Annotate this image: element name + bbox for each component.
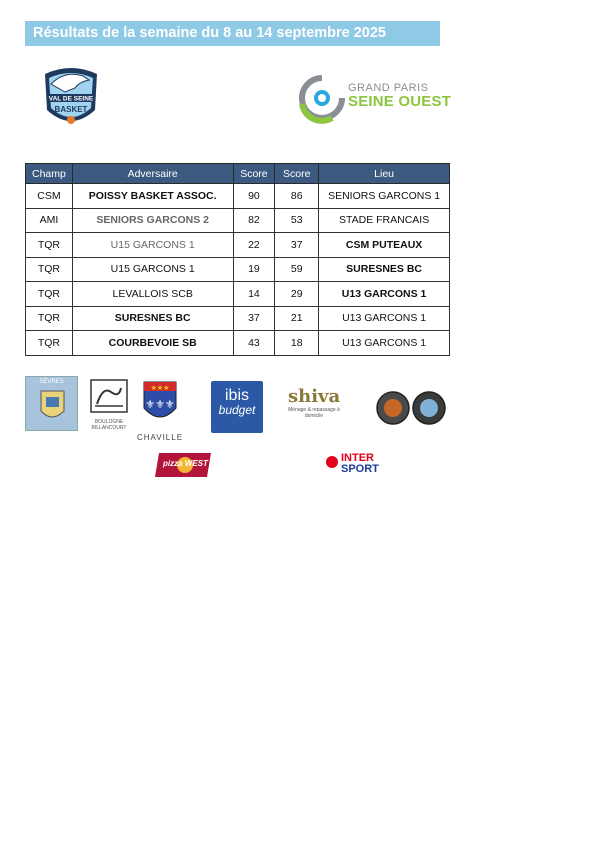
chaville-logo: [132, 380, 188, 440]
boulogne-label: BOULOGNE BILLANCOURT: [91, 419, 127, 431]
cell-lieu: U13 GARCONS 1: [319, 331, 450, 356]
cell-lieu: CSM PUTEAUX: [319, 233, 450, 258]
header-score-2: Score: [275, 164, 319, 184]
table-row: [26, 306, 450, 331]
sevres-label: SÈVRES: [39, 379, 64, 385]
table-row: [26, 184, 450, 209]
ibis-line1: ibis: [224, 387, 249, 404]
intersport-logo: [325, 453, 395, 478]
ibis-budget-logo: [211, 381, 263, 433]
intersport-star-icon: [325, 455, 339, 469]
cell-score-1: 14: [233, 282, 275, 307]
sevres-shield-icon: [26, 377, 79, 432]
shiva-tagline: Ménage & repassage à domicile: [288, 407, 340, 419]
pizza-west-logo: [155, 451, 212, 479]
svg-text:★★★: ★★★: [150, 384, 170, 392]
cell-adversaire: SENIORS GARCONS 2: [72, 208, 233, 233]
cell-champ: TQR: [26, 282, 73, 307]
svg-text:⚜⚜⚜: ⚜⚜⚜: [145, 398, 175, 411]
cell-adversaire: U15 GARCONS 1: [72, 257, 233, 282]
cell-adversaire: SURESNES BC: [72, 306, 233, 331]
cell-lieu: SURESNES BC: [319, 257, 450, 282]
cell-adversaire: U15 GARCONS 1: [72, 233, 233, 258]
svg-text:VAL DE SEINE: VAL DE SEINE: [48, 95, 94, 103]
page-title: Résultats de la semaine du 8 au 14 septembre 2025: [25, 21, 440, 46]
cell-score-2: 86: [275, 184, 319, 209]
header-lieu: Lieu: [319, 164, 450, 184]
header-champ: Champ: [26, 164, 73, 184]
val-de-seine-basket-logo: [35, 62, 107, 130]
cell-score-1: 37: [233, 306, 275, 331]
cell-score-1: 82: [233, 208, 275, 233]
cell-score-1: 19: [233, 257, 275, 282]
ibis-line2: budget: [218, 403, 256, 417]
cell-champ: CSM: [26, 184, 73, 209]
chaville-shield-icon: [132, 380, 188, 428]
cell-score-1: 90: [233, 184, 275, 209]
table-row: [26, 282, 450, 307]
grand-paris-seine-ouest-logo: [298, 74, 452, 124]
cell-champ: TQR: [26, 331, 73, 356]
boulogne-billancourt-logo: [89, 378, 129, 430]
cell-score-1: 43: [233, 331, 275, 356]
cell-adversaire: COURBEVOIE SB: [72, 331, 233, 356]
cell-lieu: STADE FRANCAIS: [319, 208, 450, 233]
cell-adversaire: POISSY BASKET ASSOC.: [72, 184, 233, 209]
chaville-label: CHAVILLE: [136, 433, 184, 442]
shiva-name: shiva: [288, 386, 341, 407]
gpso-line1: GRAND PARIS: [348, 82, 429, 94]
table-header-row: [26, 164, 450, 184]
cell-score-2: 18: [275, 331, 319, 356]
pizza-label: pizza WEST: [163, 459, 208, 468]
basketball-partners-logo: [375, 390, 447, 426]
cell-adversaire: LEVALLOIS SCB: [72, 282, 233, 307]
table-row: [26, 208, 450, 233]
cell-champ: TQR: [26, 233, 73, 258]
cell-champ: TQR: [26, 257, 73, 282]
cell-score-1: 22: [233, 233, 275, 258]
header-score-1: Score: [233, 164, 275, 184]
table-row: [26, 257, 450, 282]
intersport-line1: INTER: [341, 452, 374, 464]
cell-lieu: U13 GARCONS 1: [319, 306, 450, 331]
cell-lieu: SENIORS GARCONS 1: [319, 184, 450, 209]
cell-lieu: U13 GARCONS 1: [319, 282, 450, 307]
gpso-emblem-icon: [298, 74, 346, 124]
cell-score-2: 53: [275, 208, 319, 233]
results-table: [25, 163, 450, 356]
shiva-logo: [288, 386, 340, 430]
sevres-logo: [25, 376, 78, 431]
cell-score-2: 21: [275, 306, 319, 331]
cell-score-2: 29: [275, 282, 319, 307]
header-adversaire: Adversaire: [72, 164, 233, 184]
gpso-line2: SEINE OUEST: [348, 93, 452, 110]
cell-champ: AMI: [26, 208, 73, 233]
cell-score-2: 59: [275, 257, 319, 282]
boulogne-emblem-icon: [89, 378, 129, 414]
intersport-line2: SPORT: [341, 463, 379, 475]
table-row: [26, 233, 450, 258]
cell-champ: TQR: [26, 306, 73, 331]
table-row: [26, 331, 450, 356]
cell-score-2: 37: [275, 233, 319, 258]
svg-text:BASKET: BASKET: [54, 105, 88, 114]
